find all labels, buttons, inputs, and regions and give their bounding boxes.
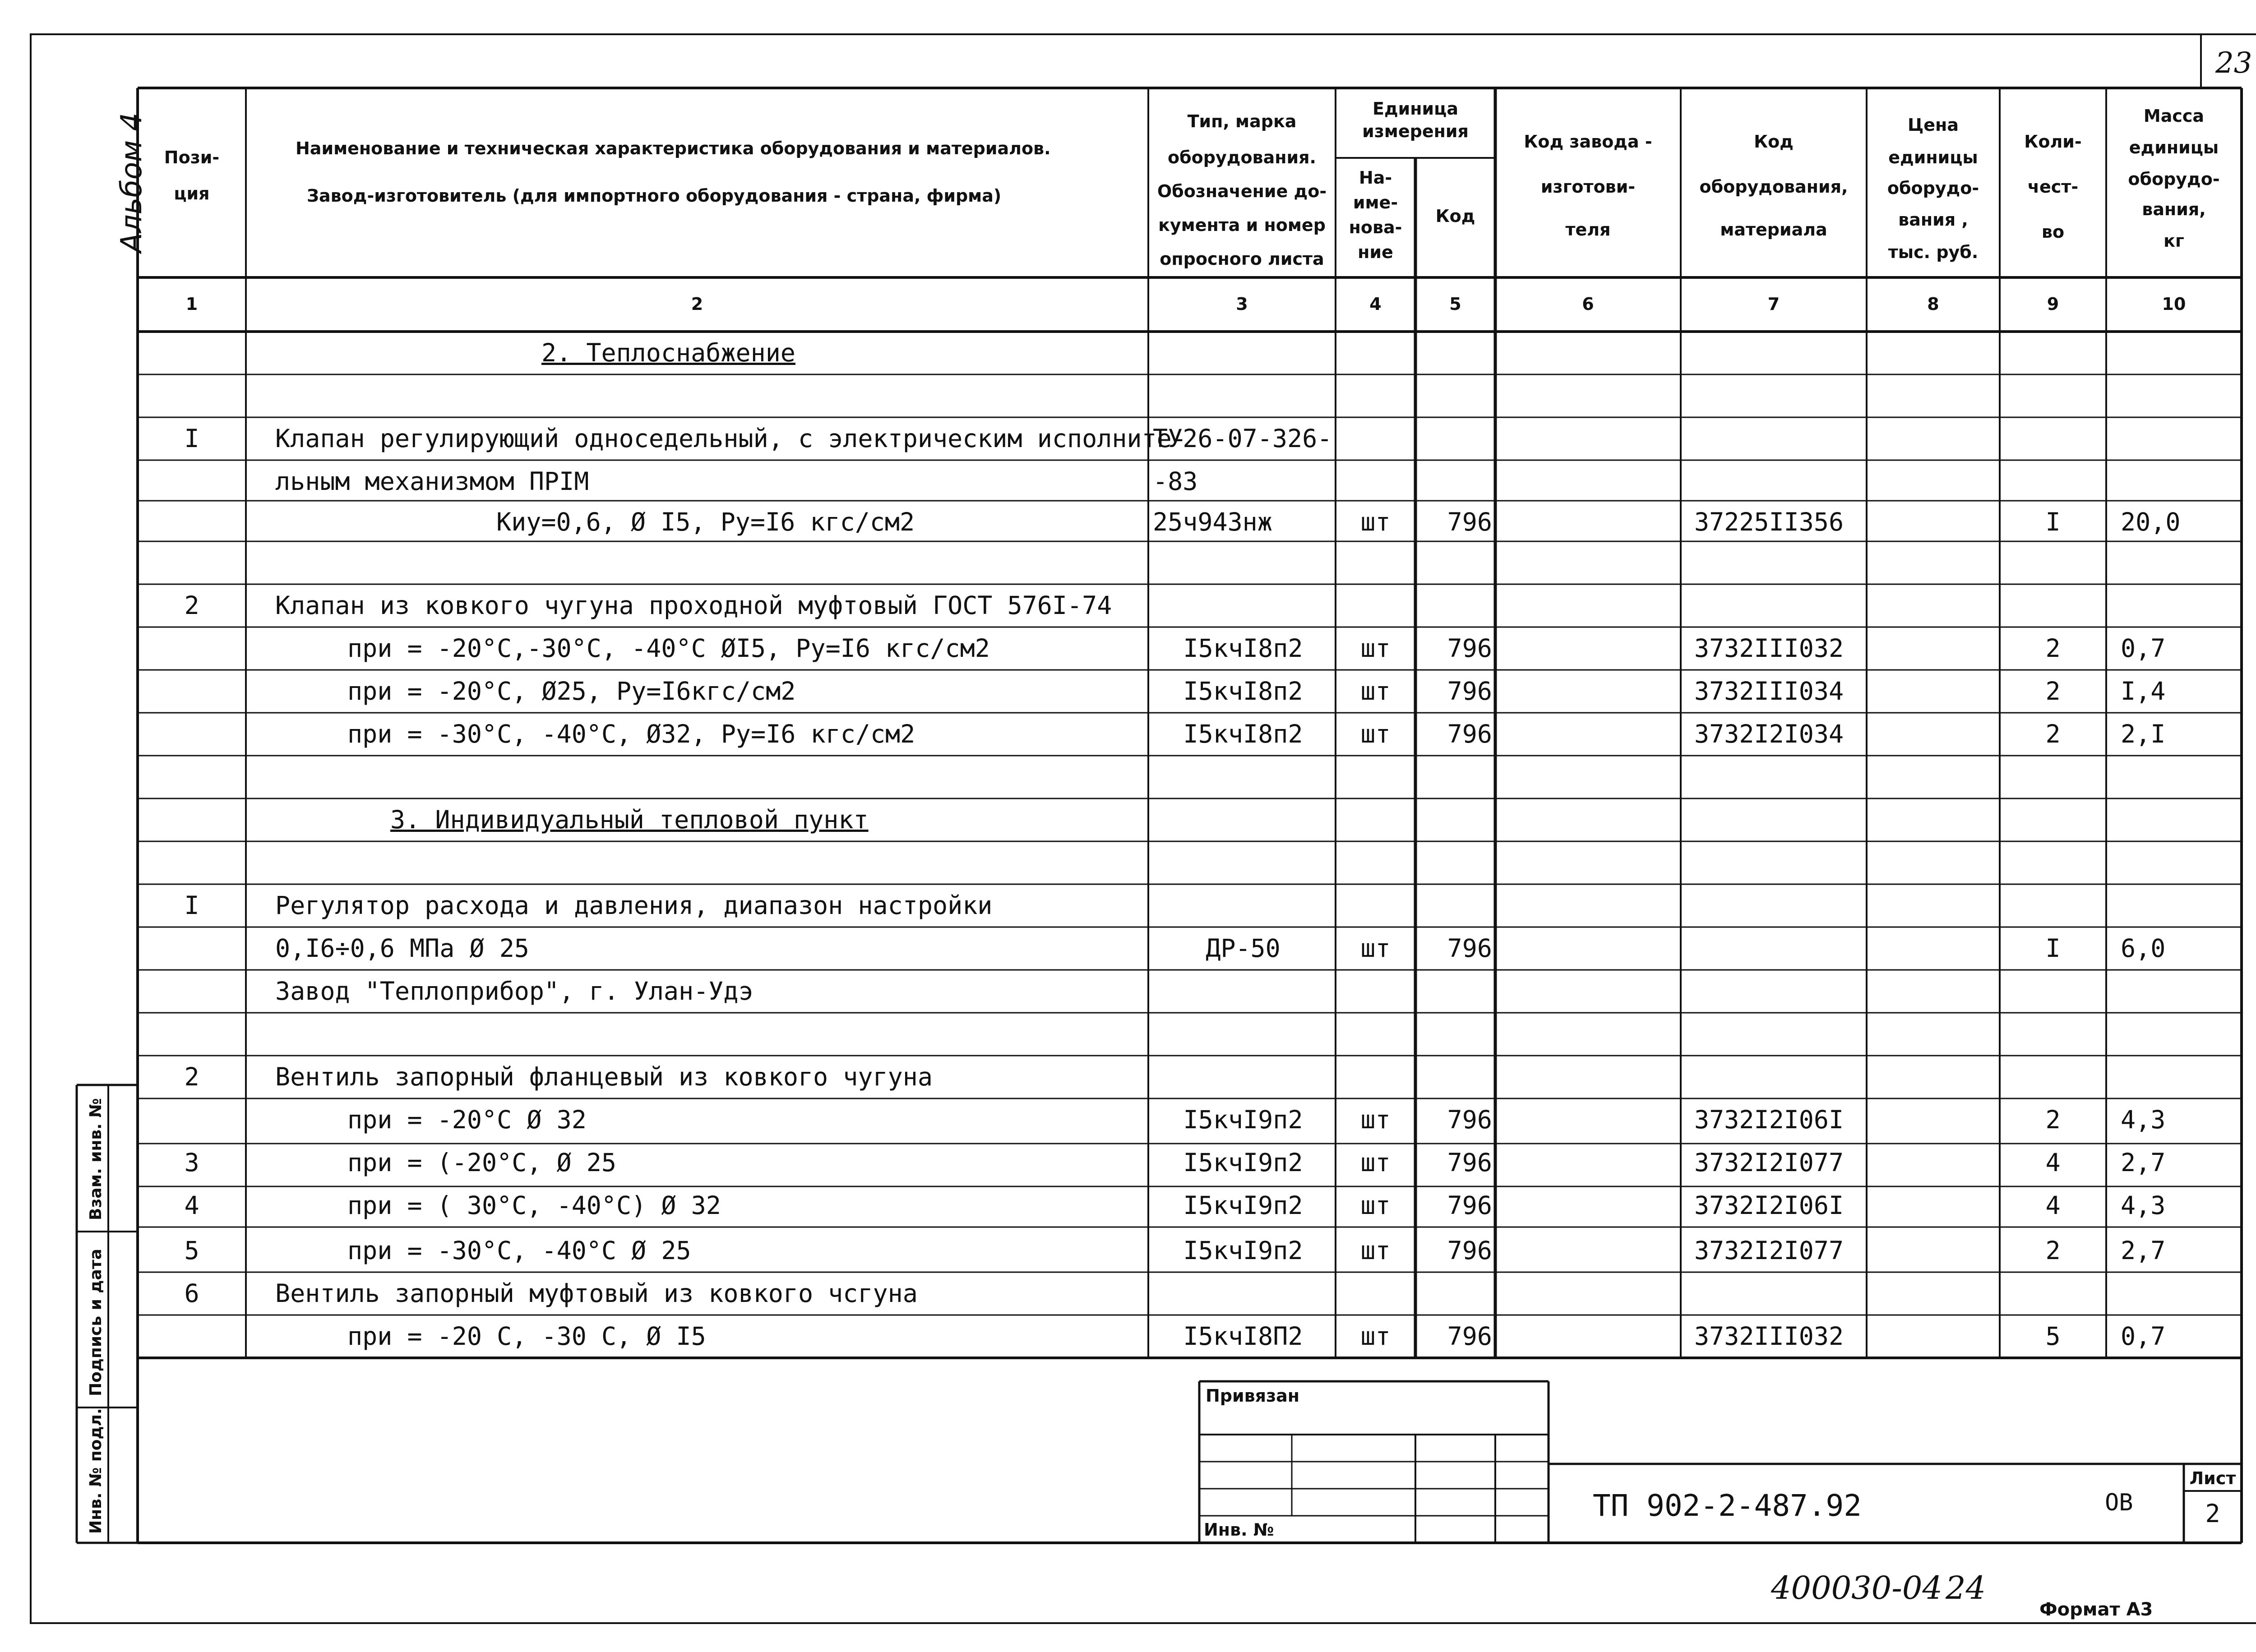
col3-header-line1: Тип, марка — [1187, 111, 1297, 131]
col7-header-line1: Код — [1754, 132, 1794, 152]
row-name: при = ( 30°С, -40°С) Ø 32 — [347, 1191, 721, 1220]
stamp-document-code: ТП 902-2-487.92 — [1593, 1488, 1862, 1523]
footer-handwritten-page: 24 — [1946, 1569, 1986, 1606]
col9-header-line3: во — [2041, 222, 2065, 242]
col6-header-line2: изготови- — [1540, 177, 1636, 197]
row-material-code: 3732I2I077 — [1694, 1148, 1844, 1177]
row-position: I — [184, 424, 199, 453]
row-name: льным механизмом ПРIМ — [275, 467, 589, 496]
col10-header-line1: Масса — [2143, 106, 2205, 126]
row-unit: шт — [1360, 1148, 1391, 1177]
row-material-code: 3732I2I06I — [1694, 1105, 1844, 1134]
col4-header-line1: На- — [1359, 168, 1392, 188]
col-number-4: 4 — [1369, 294, 1382, 314]
col2-header-line1: Наименование и техническая характеристика оборудования и материалов. — [296, 138, 1051, 158]
col10-header-line5: кг — [2164, 231, 2184, 251]
col5-header: Код — [1435, 206, 1475, 226]
col4-header-line3: нова- — [1349, 217, 1402, 237]
row-mass: 4,3 — [2121, 1105, 2166, 1134]
row-unit: шт — [1360, 508, 1391, 536]
row-name: 3. Индивидуальный тепловой пункт — [390, 805, 869, 834]
col-number-9: 9 — [2047, 294, 2059, 314]
row-unit-code: 796 — [1447, 934, 1492, 963]
col3-header-line2: оборудования. — [1168, 148, 1316, 167]
row-unit-code: 796 — [1447, 720, 1492, 748]
row-name: при = (-20°С, Ø 25 — [347, 1148, 617, 1177]
side-label-original-inv: Инв. № подл. — [87, 1408, 105, 1534]
row-name: при = -20 С, -30 С, Ø I5 — [347, 1322, 706, 1351]
col2-header-line2: Завод-изготовитель (для импортного оборудования - страна, фирма) — [307, 186, 1002, 206]
row-quantity: 2 — [2045, 1105, 2061, 1134]
row-position: 2 — [184, 1062, 199, 1091]
row-unit-code: 796 — [1447, 1191, 1492, 1220]
col10-header-line4: вания, — [2142, 199, 2206, 219]
row-mass: 2,7 — [2121, 1236, 2166, 1265]
row-name: Регулятор расхода и давления, диапазон настройки — [275, 891, 993, 920]
row-material-code: 3732I2I077 — [1694, 1236, 1844, 1265]
row-type: -83 — [1153, 467, 1198, 496]
row-type: I5кчI9п2 — [1183, 1148, 1303, 1177]
col-number-5: 5 — [1449, 294, 1461, 314]
footer-format: Формат А3 — [2039, 1599, 2153, 1620]
col6-header-line1: Код завода - — [1524, 132, 1652, 152]
row-unit: шт — [1360, 1322, 1391, 1351]
col-number-10: 10 — [2162, 294, 2186, 314]
row-type: I5кчI8п2 — [1183, 677, 1303, 706]
row-unit-code: 796 — [1447, 677, 1492, 706]
row-position: 4 — [184, 1191, 199, 1220]
row-unit: шт — [1360, 934, 1391, 963]
row-quantity: 4 — [2045, 1191, 2061, 1220]
row-name: Клапан регулирующий односедельный, с электрическим исполните- — [275, 424, 1187, 453]
col8-header-line4: вания , — [1898, 210, 1968, 230]
col4-header-line2: име- — [1353, 193, 1398, 212]
row-name: Киу=0,6, Ø I5, Ру=I6 кгс/см2 — [496, 508, 915, 536]
col-number-6: 6 — [1582, 294, 1594, 314]
row-unit-code: 796 — [1447, 508, 1492, 536]
row-name: при = -20°С Ø 32 — [347, 1105, 587, 1134]
row-unit: шт — [1360, 677, 1391, 706]
row-position: 5 — [184, 1236, 199, 1265]
row-type: I5кчI9п2 — [1183, 1236, 1303, 1265]
row-quantity: 4 — [2045, 1148, 2061, 1177]
row-name: Клапан из ковкого чугуна проходной муфтовый ГОСТ 576I-74 — [275, 591, 1112, 620]
row-material-code: 3732III034 — [1694, 677, 1844, 706]
row-material-code: 3732I2I034 — [1694, 720, 1844, 748]
row-unit: шт — [1360, 1236, 1391, 1265]
row-unit: шт — [1360, 720, 1391, 748]
row-mass: 6,0 — [2121, 934, 2166, 963]
row-unit-code: 796 — [1447, 1105, 1492, 1134]
col1-header-line2: ция — [174, 184, 210, 203]
side-label-replaced-inv: Взам. инв. № — [87, 1098, 105, 1220]
row-position: I — [184, 891, 199, 920]
row-unit: шт — [1360, 1191, 1391, 1220]
stamp-inv-no: Инв. № — [1204, 1520, 1274, 1540]
row-unit-code: 796 — [1447, 634, 1492, 663]
col10-header-line3: оборудо- — [2128, 169, 2220, 189]
row-name: при = -30°С, -40°С, Ø32, Ру=I6 кгс/см2 — [347, 720, 915, 748]
row-type: I5кчI8П2 — [1183, 1322, 1303, 1351]
row-unit-code: 796 — [1447, 1148, 1492, 1177]
side-label-signature-date: Подпись и дата — [87, 1249, 105, 1396]
col3-header-line5: опросного листа — [1160, 249, 1324, 269]
col8-header-line1: Цена — [1908, 115, 1959, 135]
row-mass: 2,7 — [2121, 1148, 2166, 1177]
col8-header-line3: оборудо- — [1887, 178, 1979, 198]
col-number-1: 1 — [185, 294, 198, 314]
row-name: Вентиль запорный фланцевый из ковкого чугуна — [275, 1062, 933, 1091]
row-name: при = -30°С, -40°С Ø 25 — [347, 1236, 691, 1265]
row-mass: 0,7 — [2121, 634, 2166, 663]
row-mass: 0,7 — [2121, 1322, 2166, 1351]
row-quantity: I — [2045, 508, 2061, 536]
col-number-7: 7 — [1767, 294, 1780, 314]
row-type: 25ч943нж — [1153, 508, 1272, 536]
sheet-corner-number: 23 — [2215, 46, 2252, 80]
row-unit-code: 796 — [1447, 1322, 1492, 1351]
row-position: 3 — [184, 1148, 199, 1177]
row-name: 2. Теплоснабжение — [541, 338, 795, 367]
row-material-code: 3732III032 — [1694, 1322, 1844, 1351]
row-unit-code: 796 — [1447, 1236, 1492, 1265]
col9-header-line1: Коли- — [2024, 132, 2082, 152]
row-type: I5кчI9п2 — [1183, 1191, 1303, 1220]
col6-header-line3: теля — [1565, 220, 1611, 240]
album-label: Альбом 4 — [115, 112, 148, 253]
footer-handwritten-code: 400030-04 — [1771, 1569, 1942, 1606]
col10-header-line2: единицы — [2129, 138, 2219, 157]
col4-header-line4: ние — [1358, 242, 1393, 262]
col-number-8: 8 — [1927, 294, 1939, 314]
row-quantity: 2 — [2045, 677, 2061, 706]
row-type: I5кчI9п2 — [1183, 1105, 1303, 1134]
row-quantity: 2 — [2045, 1236, 2061, 1265]
col3-header-line3: Обозначение до- — [1157, 181, 1327, 201]
col9-header-line2: чест- — [2027, 177, 2079, 197]
row-material-code: 3732I2I06I — [1694, 1191, 1844, 1220]
row-material-code: 37225II356 — [1694, 508, 1844, 536]
row-material-code: 3732III032 — [1694, 634, 1844, 663]
stamp-sheet-label: Лист — [2189, 1468, 2236, 1488]
row-name: при = -20°С, Ø25, Ру=I6кгс/см2 — [347, 677, 796, 706]
col7-header-line3: материала — [1720, 220, 1827, 240]
col-number-2: 2 — [691, 294, 703, 314]
row-unit: шт — [1360, 634, 1391, 663]
col7-header-line2: оборудования, — [1699, 177, 1848, 197]
unit-group-header-line1: Единица — [1373, 99, 1458, 119]
col1-header-line1: Пози- — [164, 148, 220, 167]
row-quantity: I — [2045, 934, 2061, 963]
row-type: ДР-50 — [1206, 934, 1281, 963]
row-mass: 20,0 — [2121, 508, 2181, 536]
row-name: 0,I6÷0,6 МПа Ø 25 — [275, 934, 529, 963]
col8-header-line2: единицы — [1888, 148, 1978, 167]
row-quantity: 5 — [2045, 1322, 2061, 1351]
col8-header-line5: тыс. руб. — [1888, 242, 1979, 262]
row-quantity: 2 — [2045, 634, 2061, 663]
col3-header-line4: кумента и номер — [1158, 215, 1326, 235]
row-quantity: 2 — [2045, 720, 2061, 748]
row-name: Вентиль запорный муфтовый из ковкого чсгуна — [275, 1279, 918, 1308]
col-number-3: 3 — [1236, 294, 1248, 314]
row-position: 6 — [184, 1279, 199, 1308]
stamp-section: ОВ — [2105, 1489, 2133, 1516]
unit-group-header-line2: измерения — [1362, 121, 1469, 141]
row-name: при = -20°С,-30°С, -40°С ØI5, Ру=I6 кгс/см2 — [347, 634, 990, 663]
row-type: ТУ26-07-326- — [1153, 424, 1332, 453]
row-type: I5кчI8п2 — [1183, 634, 1303, 663]
row-position: 2 — [184, 591, 199, 620]
row-name: Завод "Теплоприбор", г. Улан-Удэ — [275, 977, 754, 1006]
row-type: I5кчI8п2 — [1183, 720, 1303, 748]
row-mass: 4,3 — [2121, 1191, 2166, 1220]
row-unit: шт — [1360, 1105, 1391, 1134]
stamp-sheet-number: 2 — [2205, 1499, 2220, 1528]
row-mass: I,4 — [2121, 677, 2166, 706]
stamp-privyazan: Привязан — [1206, 1386, 1300, 1406]
row-mass: 2,I — [2121, 720, 2166, 748]
